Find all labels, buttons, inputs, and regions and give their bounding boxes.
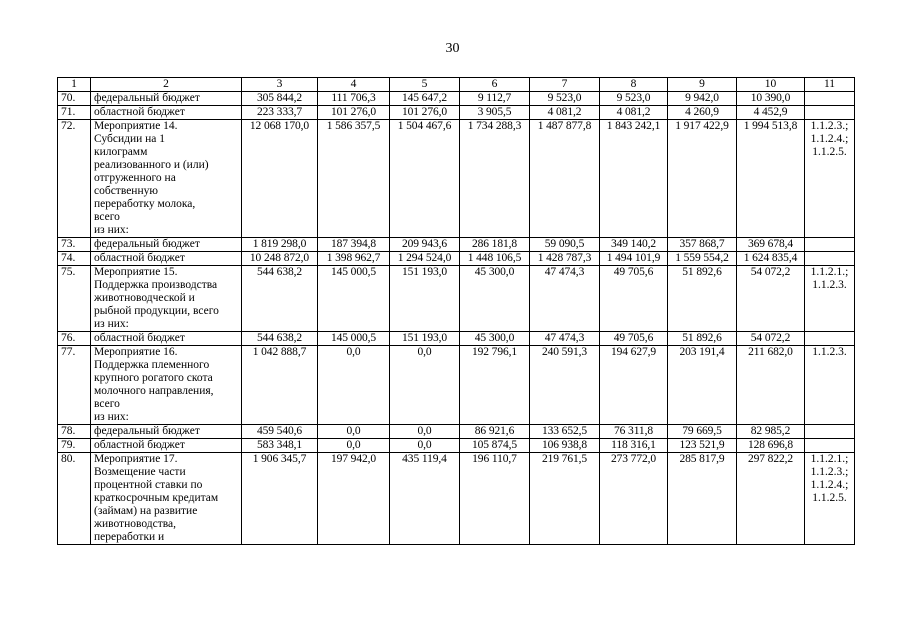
table-row (58, 346, 855, 425)
value-cell-col-6: 3 905,5 (460, 106, 530, 120)
value-cell-col-8: 76 311,8 (600, 425, 668, 439)
value-cell-col-7: 133 652,5 (530, 425, 600, 439)
value-cell-col-4: 1 586 357,5 (318, 120, 390, 238)
value-cell-col-9: 9 942,0 (668, 92, 737, 106)
value-cell-col-7: 9 523,0 (530, 92, 600, 106)
value-cell-col-9: 203 191,4 (668, 346, 737, 425)
description-line: всего (94, 398, 120, 410)
value-cell-col-5: 0,0 (390, 346, 460, 425)
value-cell-col-7: 1 428 787,3 (530, 252, 600, 266)
value-cell-col-3: 10 248 872,0 (242, 252, 318, 266)
indicator-reference (805, 439, 855, 453)
column-number-7: 7 (530, 78, 600, 92)
value-cell-col-3: 12 068 170,0 (242, 120, 318, 238)
value-cell-col-6: 196 110,7 (460, 453, 530, 545)
indicator-reference (805, 332, 855, 346)
value-cell-col-10: 54 072,2 (737, 332, 805, 346)
row-number: 73. (58, 238, 91, 252)
column-number-3: 3 (242, 78, 318, 92)
value-cell-col-7: 47 474,3 (530, 266, 600, 332)
value-cell-col-8: 118 316,1 (600, 439, 668, 453)
value-cell-col-8: 194 627,9 (600, 346, 668, 425)
row-description (91, 252, 242, 266)
value-cell-col-10: 54 072,2 (737, 266, 805, 332)
value-cell-col-5: 0,0 (390, 439, 460, 453)
value-cell-col-10: 1 624 835,4 (737, 252, 805, 266)
value-cell-col-8: 49 705,6 (600, 266, 668, 332)
value-cell-col-9: 357 868,7 (668, 238, 737, 252)
value-cell-col-6: 1 734 288,3 (460, 120, 530, 238)
indicator-reference-line: 1.1.2.1.; (810, 453, 849, 465)
description-line: Мероприятие 16. (94, 346, 178, 358)
row-description (91, 425, 242, 439)
description-line: переработки и (94, 531, 165, 543)
value-cell-col-6: 192 796,1 (460, 346, 530, 425)
value-cell-col-3: 544 638,2 (242, 332, 318, 346)
column-number-10: 10 (737, 78, 805, 92)
value-cell-col-4: 1 398 962,7 (318, 252, 390, 266)
table-row (58, 266, 855, 332)
value-cell-col-8: 273 772,0 (600, 453, 668, 545)
value-cell-col-7: 47 474,3 (530, 332, 600, 346)
table-row (58, 106, 855, 120)
row-number: 78. (58, 425, 91, 439)
table-row (58, 238, 855, 252)
value-cell-col-5: 1 294 524,0 (390, 252, 460, 266)
description-line: областной бюджет (94, 332, 185, 344)
row-number: 71. (58, 106, 91, 120)
value-cell-col-5: 151 193,0 (390, 332, 460, 346)
value-cell-col-8: 1 843 242,1 (600, 120, 668, 238)
column-number-1: 1 (58, 78, 91, 92)
indicator-reference-line: 1.1.2.1.; (810, 266, 849, 278)
row-number: 79. (58, 439, 91, 453)
value-cell-col-3: 1 906 345,7 (242, 453, 318, 545)
value-cell-col-9: 1 917 422,9 (668, 120, 737, 238)
indicator-reference-line: 1.1.2.3.; (810, 120, 849, 132)
description-line: рыбной продукции, всего (94, 305, 219, 317)
indicator-reference-line: 1.1.2.5. (812, 492, 847, 504)
table-row (58, 439, 855, 453)
value-cell-col-8: 1 494 101,9 (600, 252, 668, 266)
indicator-reference-line: 1.1.2.5. (812, 146, 847, 158)
value-cell-col-4: 101 276,0 (318, 106, 390, 120)
table-row (58, 332, 855, 346)
indicator-reference (805, 425, 855, 439)
description-line: животноводства, (94, 518, 176, 530)
value-cell-col-5: 435 119,4 (390, 453, 460, 545)
column-number-4: 4 (318, 78, 390, 92)
row-number: 76. (58, 332, 91, 346)
row-number: 74. (58, 252, 91, 266)
value-cell-col-10: 4 452,9 (737, 106, 805, 120)
description-line: федеральный бюджет (94, 238, 200, 250)
description-line: животноводческой и (94, 292, 195, 304)
budget-table (57, 77, 855, 545)
row-description (91, 106, 242, 120)
value-cell-col-5: 209 943,6 (390, 238, 460, 252)
value-cell-col-3: 1 042 888,7 (242, 346, 318, 425)
row-description (91, 439, 242, 453)
row-description (91, 238, 242, 252)
description-line: (займам) на развитие (94, 505, 198, 517)
value-cell-col-10: 82 985,2 (737, 425, 805, 439)
value-cell-col-3: 459 540,6 (242, 425, 318, 439)
description-line: переработку молока, (94, 198, 196, 210)
value-cell-col-9: 51 892,6 (668, 332, 737, 346)
value-cell-col-3: 223 333,7 (242, 106, 318, 120)
description-line: отгруженного на (94, 172, 176, 184)
indicator-reference-line: 1.1.2.4.; (810, 479, 849, 491)
value-cell-col-4: 145 000,5 (318, 332, 390, 346)
description-line: областной бюджет (94, 439, 185, 451)
row-number: 70. (58, 92, 91, 106)
value-cell-col-9: 79 669,5 (668, 425, 737, 439)
column-number-8: 8 (600, 78, 668, 92)
table-row (58, 425, 855, 439)
value-cell-col-3: 305 844,2 (242, 92, 318, 106)
value-cell-col-4: 0,0 (318, 346, 390, 425)
value-cell-col-4: 111 706,3 (318, 92, 390, 106)
value-cell-col-4: 145 000,5 (318, 266, 390, 332)
indicator-reference (805, 252, 855, 266)
value-cell-col-4: 197 942,0 (318, 453, 390, 545)
description-line: из них: (94, 224, 129, 236)
column-number-2: 2 (91, 78, 242, 92)
column-number-6: 6 (460, 78, 530, 92)
description-line: Мероприятие 17. (94, 453, 178, 465)
indicator-reference-line: 1.1.2.3.; (810, 466, 849, 478)
description-line: реализованного и (или) (94, 159, 209, 171)
column-number-11: 11 (805, 78, 855, 92)
row-description (91, 120, 242, 238)
description-line: молочного направления, (94, 385, 214, 397)
column-number-9: 9 (668, 78, 737, 92)
value-cell-col-9: 285 817,9 (668, 453, 737, 545)
value-cell-col-5: 0,0 (390, 425, 460, 439)
table-header-row (58, 78, 855, 92)
description-line: федеральный бюджет (94, 92, 200, 104)
value-cell-col-10: 1 994 513,8 (737, 120, 805, 238)
value-cell-col-6: 9 112,7 (460, 92, 530, 106)
value-cell-col-4: 0,0 (318, 439, 390, 453)
value-cell-col-7: 1 487 877,8 (530, 120, 600, 238)
value-cell-col-3: 544 638,2 (242, 266, 318, 332)
value-cell-col-6: 86 921,6 (460, 425, 530, 439)
description-line: процентной ставки по (94, 479, 203, 491)
indicator-reference (805, 266, 855, 332)
row-number: 77. (58, 346, 91, 425)
column-number-5: 5 (390, 78, 460, 92)
value-cell-col-6: 286 181,8 (460, 238, 530, 252)
indicator-reference (805, 92, 855, 106)
value-cell-col-9: 51 892,6 (668, 266, 737, 332)
value-cell-col-7: 219 761,5 (530, 453, 600, 545)
value-cell-col-4: 0,0 (318, 425, 390, 439)
row-number: 72. (58, 120, 91, 238)
table-row (58, 453, 855, 545)
table-row (58, 120, 855, 238)
row-description (91, 346, 242, 425)
indicator-reference (805, 120, 855, 238)
value-cell-col-5: 1 504 467,6 (390, 120, 460, 238)
description-line: собственную (94, 185, 158, 197)
indicator-reference-line: 1.1.2.3. (812, 279, 847, 291)
indicator-reference-line: 1.1.2.3. (812, 346, 847, 358)
value-cell-col-7: 59 090,5 (530, 238, 600, 252)
description-line: из них: (94, 411, 129, 423)
description-line: килограмм (94, 146, 148, 158)
description-line: Поддержка производства (94, 279, 218, 291)
description-line: крупного рогатого скота (94, 372, 213, 384)
value-cell-col-8: 9 523,0 (600, 92, 668, 106)
value-cell-col-5: 101 276,0 (390, 106, 460, 120)
value-cell-col-6: 1 448 106,5 (460, 252, 530, 266)
row-description (91, 266, 242, 332)
indicator-reference (805, 346, 855, 425)
value-cell-col-8: 349 140,2 (600, 238, 668, 252)
value-cell-col-4: 187 394,8 (318, 238, 390, 252)
value-cell-col-6: 105 874,5 (460, 439, 530, 453)
value-cell-col-10: 211 682,0 (737, 346, 805, 425)
row-description (91, 92, 242, 106)
value-cell-col-5: 145 647,2 (390, 92, 460, 106)
table-row (58, 252, 855, 266)
description-line: из них: (94, 318, 129, 330)
value-cell-col-5: 151 193,0 (390, 266, 460, 332)
value-cell-col-3: 583 348,1 (242, 439, 318, 453)
value-cell-col-10: 369 678,4 (737, 238, 805, 252)
indicator-reference-line: 1.1.2.4.; (810, 133, 849, 145)
value-cell-col-10: 128 696,8 (737, 439, 805, 453)
indicator-reference (805, 106, 855, 120)
row-description (91, 453, 242, 545)
row-description (91, 332, 242, 346)
indicator-reference (805, 453, 855, 545)
row-number: 80. (58, 453, 91, 545)
description-line: Поддержка племенного (94, 359, 210, 371)
row-number: 75. (58, 266, 91, 332)
description-line: всего (94, 211, 120, 223)
value-cell-col-10: 10 390,0 (737, 92, 805, 106)
table-row (58, 92, 855, 106)
value-cell-col-3: 1 819 298,0 (242, 238, 318, 252)
description-line: областной бюджет (94, 252, 185, 264)
value-cell-col-7: 240 591,3 (530, 346, 600, 425)
value-cell-col-9: 1 559 554,2 (668, 252, 737, 266)
description-line: областной бюджет (94, 106, 185, 118)
value-cell-col-9: 4 260,9 (668, 106, 737, 120)
value-cell-col-6: 45 300,0 (460, 266, 530, 332)
value-cell-col-7: 106 938,8 (530, 439, 600, 453)
value-cell-col-7: 4 081,2 (530, 106, 600, 120)
value-cell-col-6: 45 300,0 (460, 332, 530, 346)
description-line: Субсидии на 1 (94, 133, 166, 145)
value-cell-col-8: 49 705,6 (600, 332, 668, 346)
description-line: Мероприятие 15. (94, 266, 178, 278)
indicator-reference (805, 238, 855, 252)
description-line: Возмещение части (94, 466, 186, 478)
description-line: краткосрочным кредитам (94, 492, 219, 504)
description-line: Мероприятие 14. (94, 120, 178, 132)
page-number: 30 (445, 41, 460, 56)
value-cell-col-9: 123 521,9 (668, 439, 737, 453)
value-cell-col-10: 297 822,2 (737, 453, 805, 545)
description-line: федеральный бюджет (94, 425, 200, 437)
value-cell-col-8: 4 081,2 (600, 106, 668, 120)
